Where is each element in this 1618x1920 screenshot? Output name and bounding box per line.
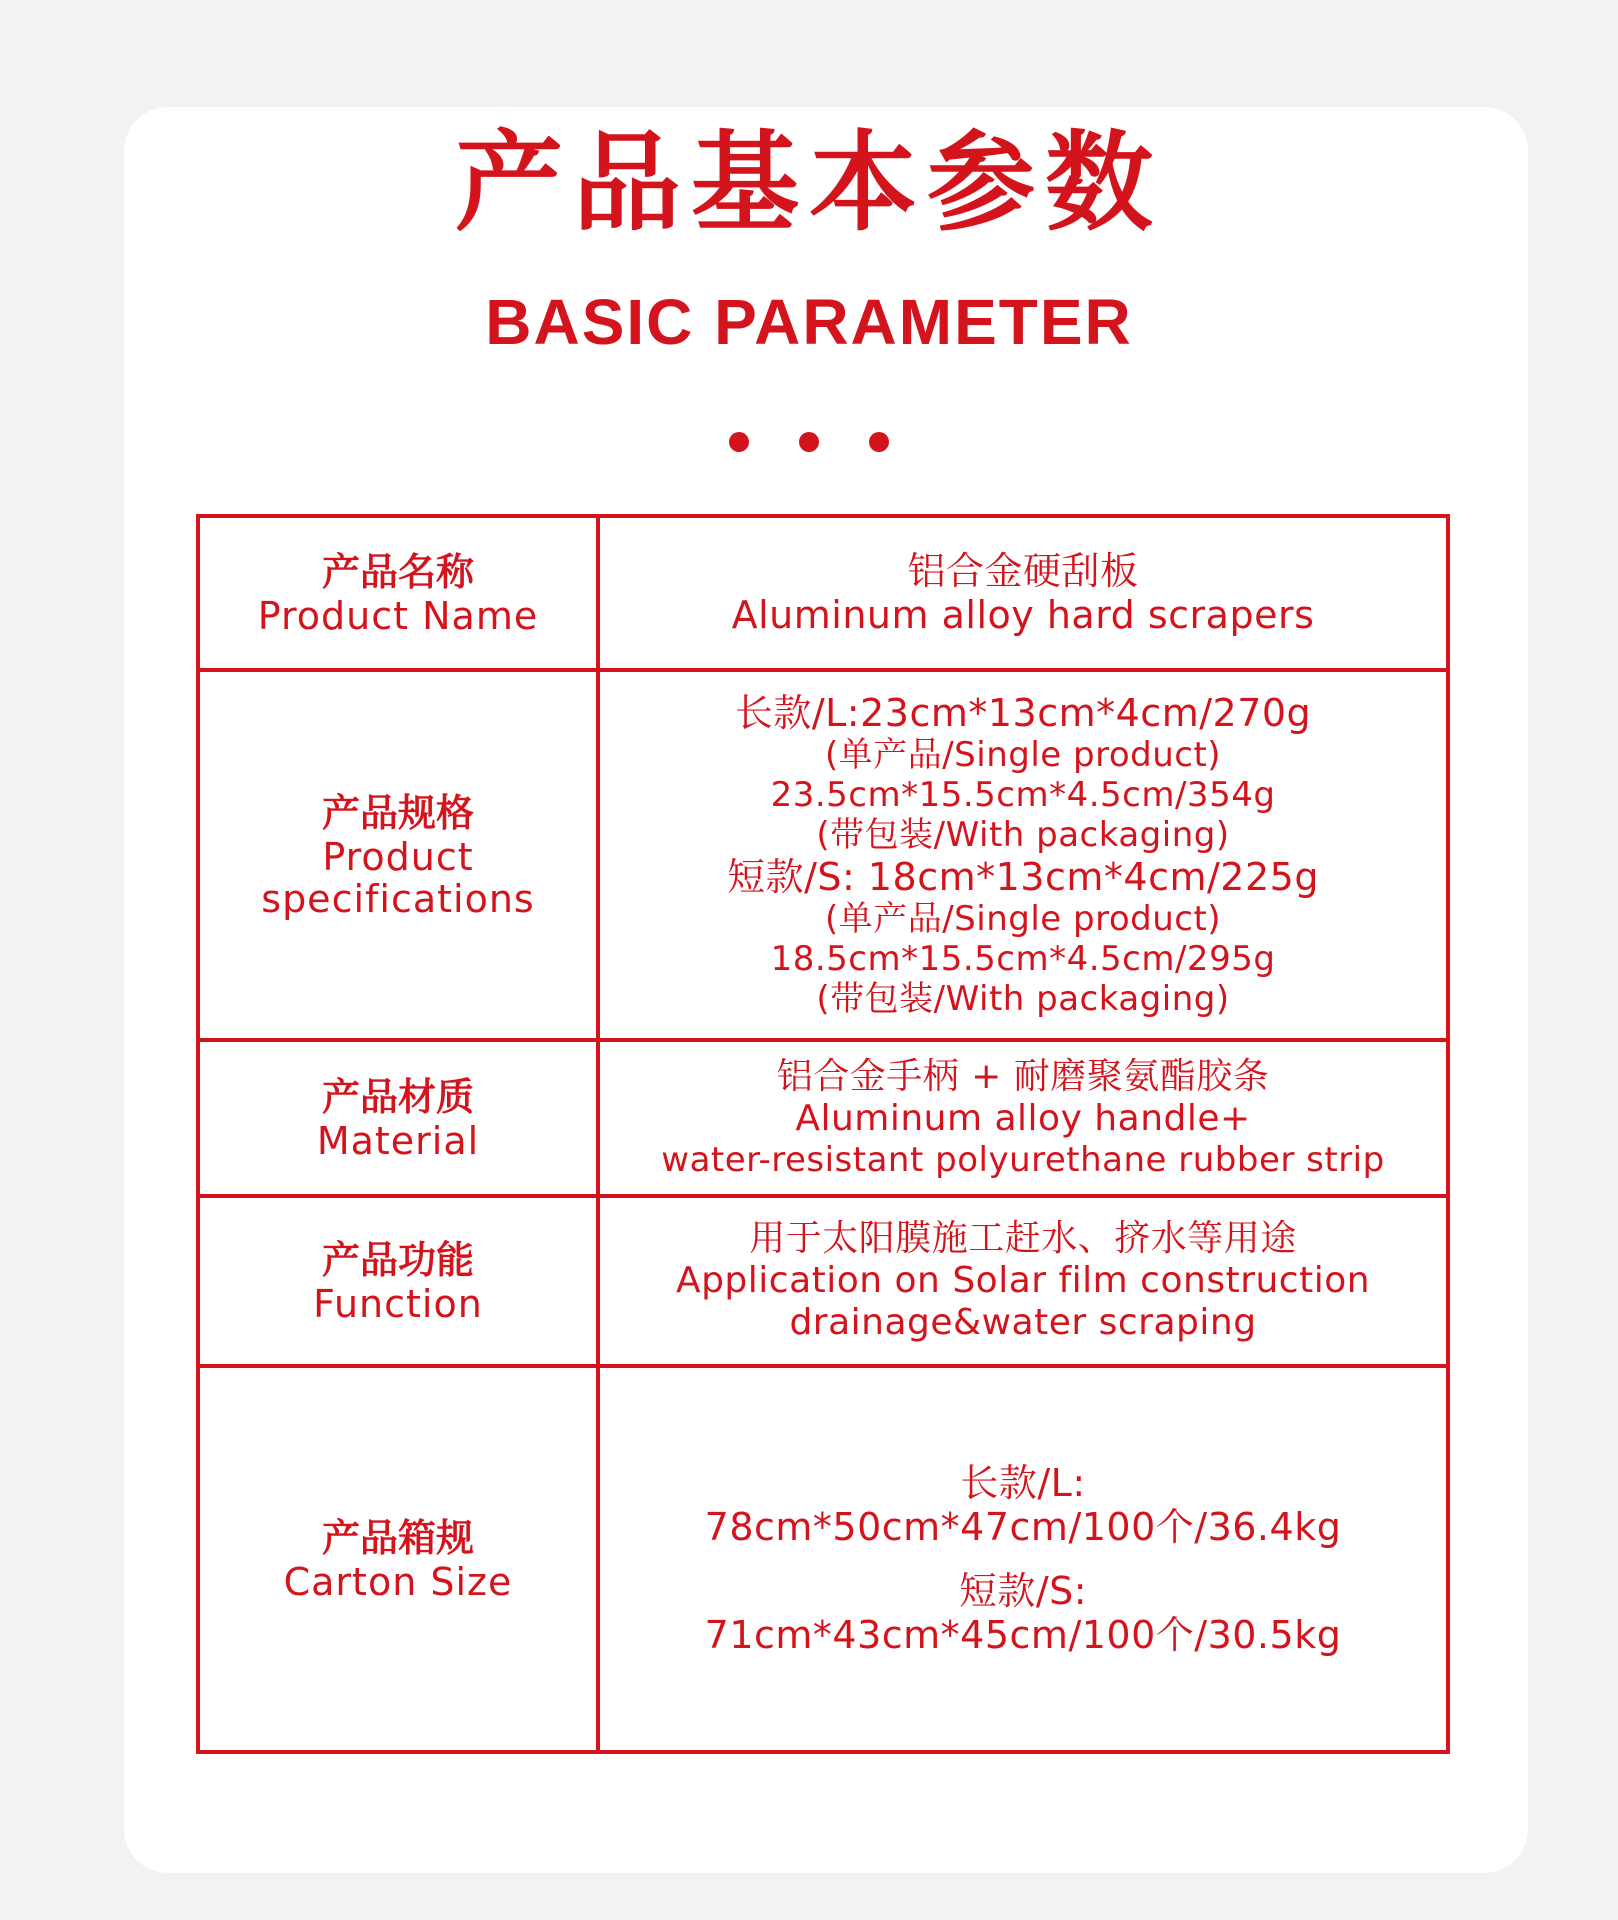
parameter-table <box>196 514 1450 1754</box>
value-cell <box>598 670 1448 1040</box>
label-cell <box>198 670 598 1040</box>
value-cell <box>598 1040 1448 1196</box>
label-cell <box>198 516 598 670</box>
value-line: (带包装/With packaging) <box>816 979 1230 1019</box>
table-row-carton-size <box>198 1366 1448 1752</box>
value-line: (单产品/Single product) <box>824 899 1222 939</box>
label-chinese: 产品箱规 <box>321 1516 474 1560</box>
dot-icon <box>799 432 819 452</box>
table-row-product-name <box>198 516 1448 670</box>
value-line: Application on Solar film construction <box>675 1260 1371 1301</box>
value-line: 长款/L: <box>960 1461 1086 1505</box>
value-line: 铝合金手柄 + 耐磨聚氨酯胶条 <box>776 1056 1270 1097</box>
table-row-function <box>198 1196 1448 1366</box>
value-line: Aluminum alloy handle+ <box>795 1098 1251 1139</box>
label-chinese: 产品名称 <box>321 550 474 594</box>
dot-icon <box>869 432 889 452</box>
value-line: 铝合金硬刮板 <box>907 549 1139 593</box>
value-line: 短款/S: 18cm*13cm*4cm/225g <box>727 855 1319 899</box>
page-title-chinese: 产品基本参数 <box>454 121 1163 246</box>
value-line: 长款/L:23cm*13cm*4cm/270g <box>734 691 1312 735</box>
label-english: Product <box>322 835 474 879</box>
value-cell <box>598 1196 1448 1366</box>
label-english: Carton Size <box>283 1560 513 1604</box>
value-line: 18.5cm*15.5cm*4.5cm/295g <box>770 939 1276 979</box>
label-english: specifications <box>261 877 535 921</box>
value-line: 短款/S: <box>958 1569 1088 1613</box>
value-line: 78cm*50cm*47cm/100个/36.4kg <box>704 1505 1342 1549</box>
label-cell <box>198 1366 598 1752</box>
label-chinese: 产品规格 <box>321 791 474 835</box>
value-line: (单产品/Single product) <box>824 735 1222 775</box>
label-english: Product Name <box>257 594 539 638</box>
value-cell <box>598 1366 1448 1752</box>
value-line: (带包装/With packaging) <box>816 815 1230 855</box>
value-line: 23.5cm*15.5cm*4.5cm/354g <box>770 775 1276 815</box>
label-cell <box>198 1196 598 1366</box>
table-row-material <box>198 1040 1448 1196</box>
label-english: Material <box>316 1119 480 1163</box>
value-line: 71cm*43cm*45cm/100个/30.5kg <box>704 1613 1342 1657</box>
value-line: 用于太阳膜施工赶水、挤水等用途 <box>749 1218 1297 1259</box>
label-english: Function <box>313 1282 483 1326</box>
value-line: Aluminum alloy hard scrapers <box>731 593 1315 637</box>
page-title-english: BASIC PARAMETER <box>485 286 1133 358</box>
dot-icon <box>729 432 749 452</box>
label-chinese: 产品功能 <box>321 1238 474 1282</box>
value-line: drainage&water scraping <box>789 1302 1257 1343</box>
value-line: water-resistant polyurethane rubber strip <box>661 1140 1385 1180</box>
label-cell <box>198 1040 598 1196</box>
value-cell <box>598 516 1448 670</box>
label-chinese: 产品材质 <box>321 1075 474 1119</box>
table-row-product-specifications <box>198 670 1448 1040</box>
decorative-dots <box>0 432 1618 452</box>
